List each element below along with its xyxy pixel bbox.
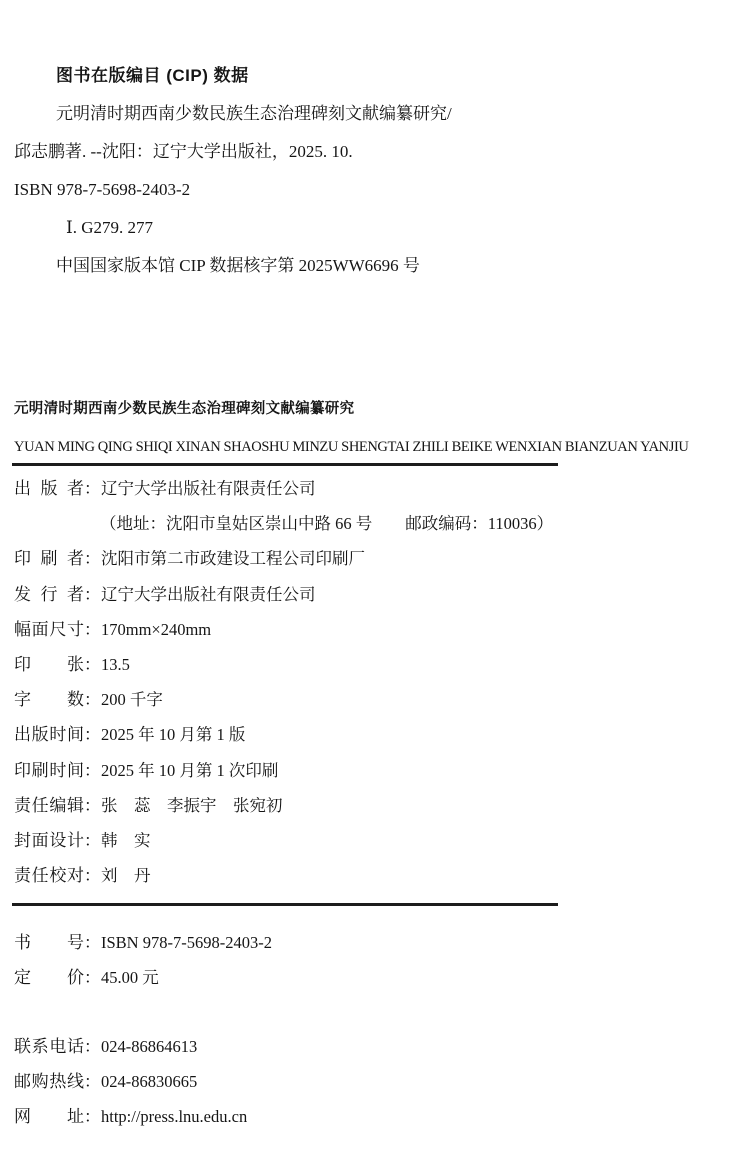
info-row-publish-date: [14, 724, 726, 759]
row-label: 发行者: [14, 584, 84, 604]
row-value: 2025 年 10 月第 1 版: [101, 725, 246, 745]
row-colon: ：: [84, 549, 101, 569]
row-label: 责任校对: [14, 866, 84, 886]
row-value: 2025 年 10 月第 1 次印刷: [101, 760, 279, 780]
row-colon: ：: [84, 619, 101, 639]
row-value: 张 蕊 李振宇 张宛初: [101, 795, 283, 815]
cip-title-line: 元明清时期西南少数民族生态治理碑刻文献编纂研究/: [56, 104, 452, 123]
info-row-distributor: [14, 584, 726, 619]
info-row-printer: [14, 548, 726, 583]
info-row-editors: [14, 795, 726, 830]
row-label: 网址: [14, 1107, 84, 1127]
row-value: 13.5: [101, 654, 130, 674]
row-value: （地址：沈阳市皇姑区崇山中路 66 号 邮政编码：110036）: [100, 514, 554, 534]
row-label: 邮购热线: [14, 1072, 84, 1092]
row-colon: ：: [84, 725, 101, 745]
cip-record-number-line: 中国国家版本馆 CIP 数据核字第 2025WW6696 号: [56, 256, 420, 275]
row-label: 定价: [14, 968, 84, 988]
row-value: 200 千字: [101, 690, 163, 710]
row-label: 字数: [14, 690, 84, 710]
cip-author-line: 邱志鹏著. --沈阳：辽宁大学出版社，2025. 10.: [14, 142, 353, 161]
row-colon: ：: [84, 866, 101, 886]
info-row-book-number: [14, 932, 726, 967]
row-colon: ：: [84, 830, 101, 850]
row-colon: ：: [84, 584, 101, 604]
row-colon: ：: [84, 760, 101, 780]
divider-bottom: [12, 903, 558, 906]
row-label: 出版者: [14, 479, 84, 498]
row-label: 幅面尺寸: [14, 619, 84, 639]
info-row-format-size: [14, 619, 726, 654]
info-row-publisher: [14, 478, 726, 513]
contact-info-block: [14, 1036, 726, 1142]
book-title-block: [14, 400, 726, 466]
info-row-mail-hotline: [14, 1071, 726, 1106]
book-title-pinyin: YUAN MING QING SHIQI XINAN SHAOSHU MINZU SHENGTAI ZHILI BEIKE WENXIAN BIANZUAN YANJIU: [14, 439, 689, 455]
cip-classification-line: Ⅰ. G279. 277: [66, 218, 153, 237]
info-row-price: [14, 967, 726, 1002]
row-label: 印刷时间: [14, 760, 84, 780]
cip-data-block: [14, 57, 726, 285]
row-value: 170mm×240mm: [101, 619, 212, 639]
row-label: 出版时间: [14, 725, 84, 745]
info-row-proofreader: [14, 865, 726, 900]
cip-isbn-line: ISBN 978-7-5698-2403-2: [14, 180, 191, 199]
info-row-website: [14, 1106, 726, 1141]
row-label: 责任编辑: [14, 795, 84, 815]
row-colon: ：: [84, 479, 101, 498]
row-value: 辽宁大学出版社有限责任公司: [101, 479, 316, 498]
cip-heading: 图书在版编目 (CIP) 数据: [56, 66, 249, 85]
row-colon: ：: [84, 968, 101, 988]
info-row-phone: [14, 1036, 726, 1071]
row-colon: ：: [84, 933, 101, 952]
info-row-word-count: [14, 689, 726, 724]
row-label: 联系电话: [14, 1037, 84, 1056]
info-row-sheets: [14, 654, 726, 689]
row-value: 韩 实: [101, 830, 151, 850]
row-colon: ：: [84, 1072, 101, 1092]
row-value: http://press.lnu.edu.cn: [101, 1107, 248, 1127]
row-label: 印张: [14, 654, 84, 674]
row-colon: ：: [84, 1107, 101, 1127]
row-label: 书号: [14, 933, 84, 952]
row-colon: ：: [84, 654, 101, 674]
publication-info-block: [14, 478, 726, 900]
row-value: 024-86864613: [101, 1037, 198, 1056]
row-colon: ：: [84, 690, 101, 710]
book-title-chinese: 元明清时期西南少数民族生态治理碑刻文献编纂研究: [14, 401, 355, 417]
row-value: 024-86830665: [101, 1072, 198, 1092]
row-value: 沈阳市第二市政建设工程公司印刷厂: [101, 549, 365, 569]
info-row-print-date: [14, 760, 726, 795]
divider-top: [12, 463, 558, 466]
info-row-cover-designer: [14, 830, 726, 865]
info-row-address: [14, 513, 726, 548]
row-colon: ：: [84, 795, 101, 815]
row-colon: ：: [84, 1037, 101, 1056]
row-label: 印刷者: [14, 549, 84, 569]
row-label: 封面设计: [14, 830, 84, 850]
row-value: 45.00 元: [101, 968, 159, 988]
isbn-price-block: [14, 932, 726, 1002]
row-value: 刘 丹: [101, 866, 151, 886]
row-value: 辽宁大学出版社有限责任公司: [101, 584, 316, 604]
row-value: ISBN 978-7-5698-2403-2: [101, 933, 272, 952]
